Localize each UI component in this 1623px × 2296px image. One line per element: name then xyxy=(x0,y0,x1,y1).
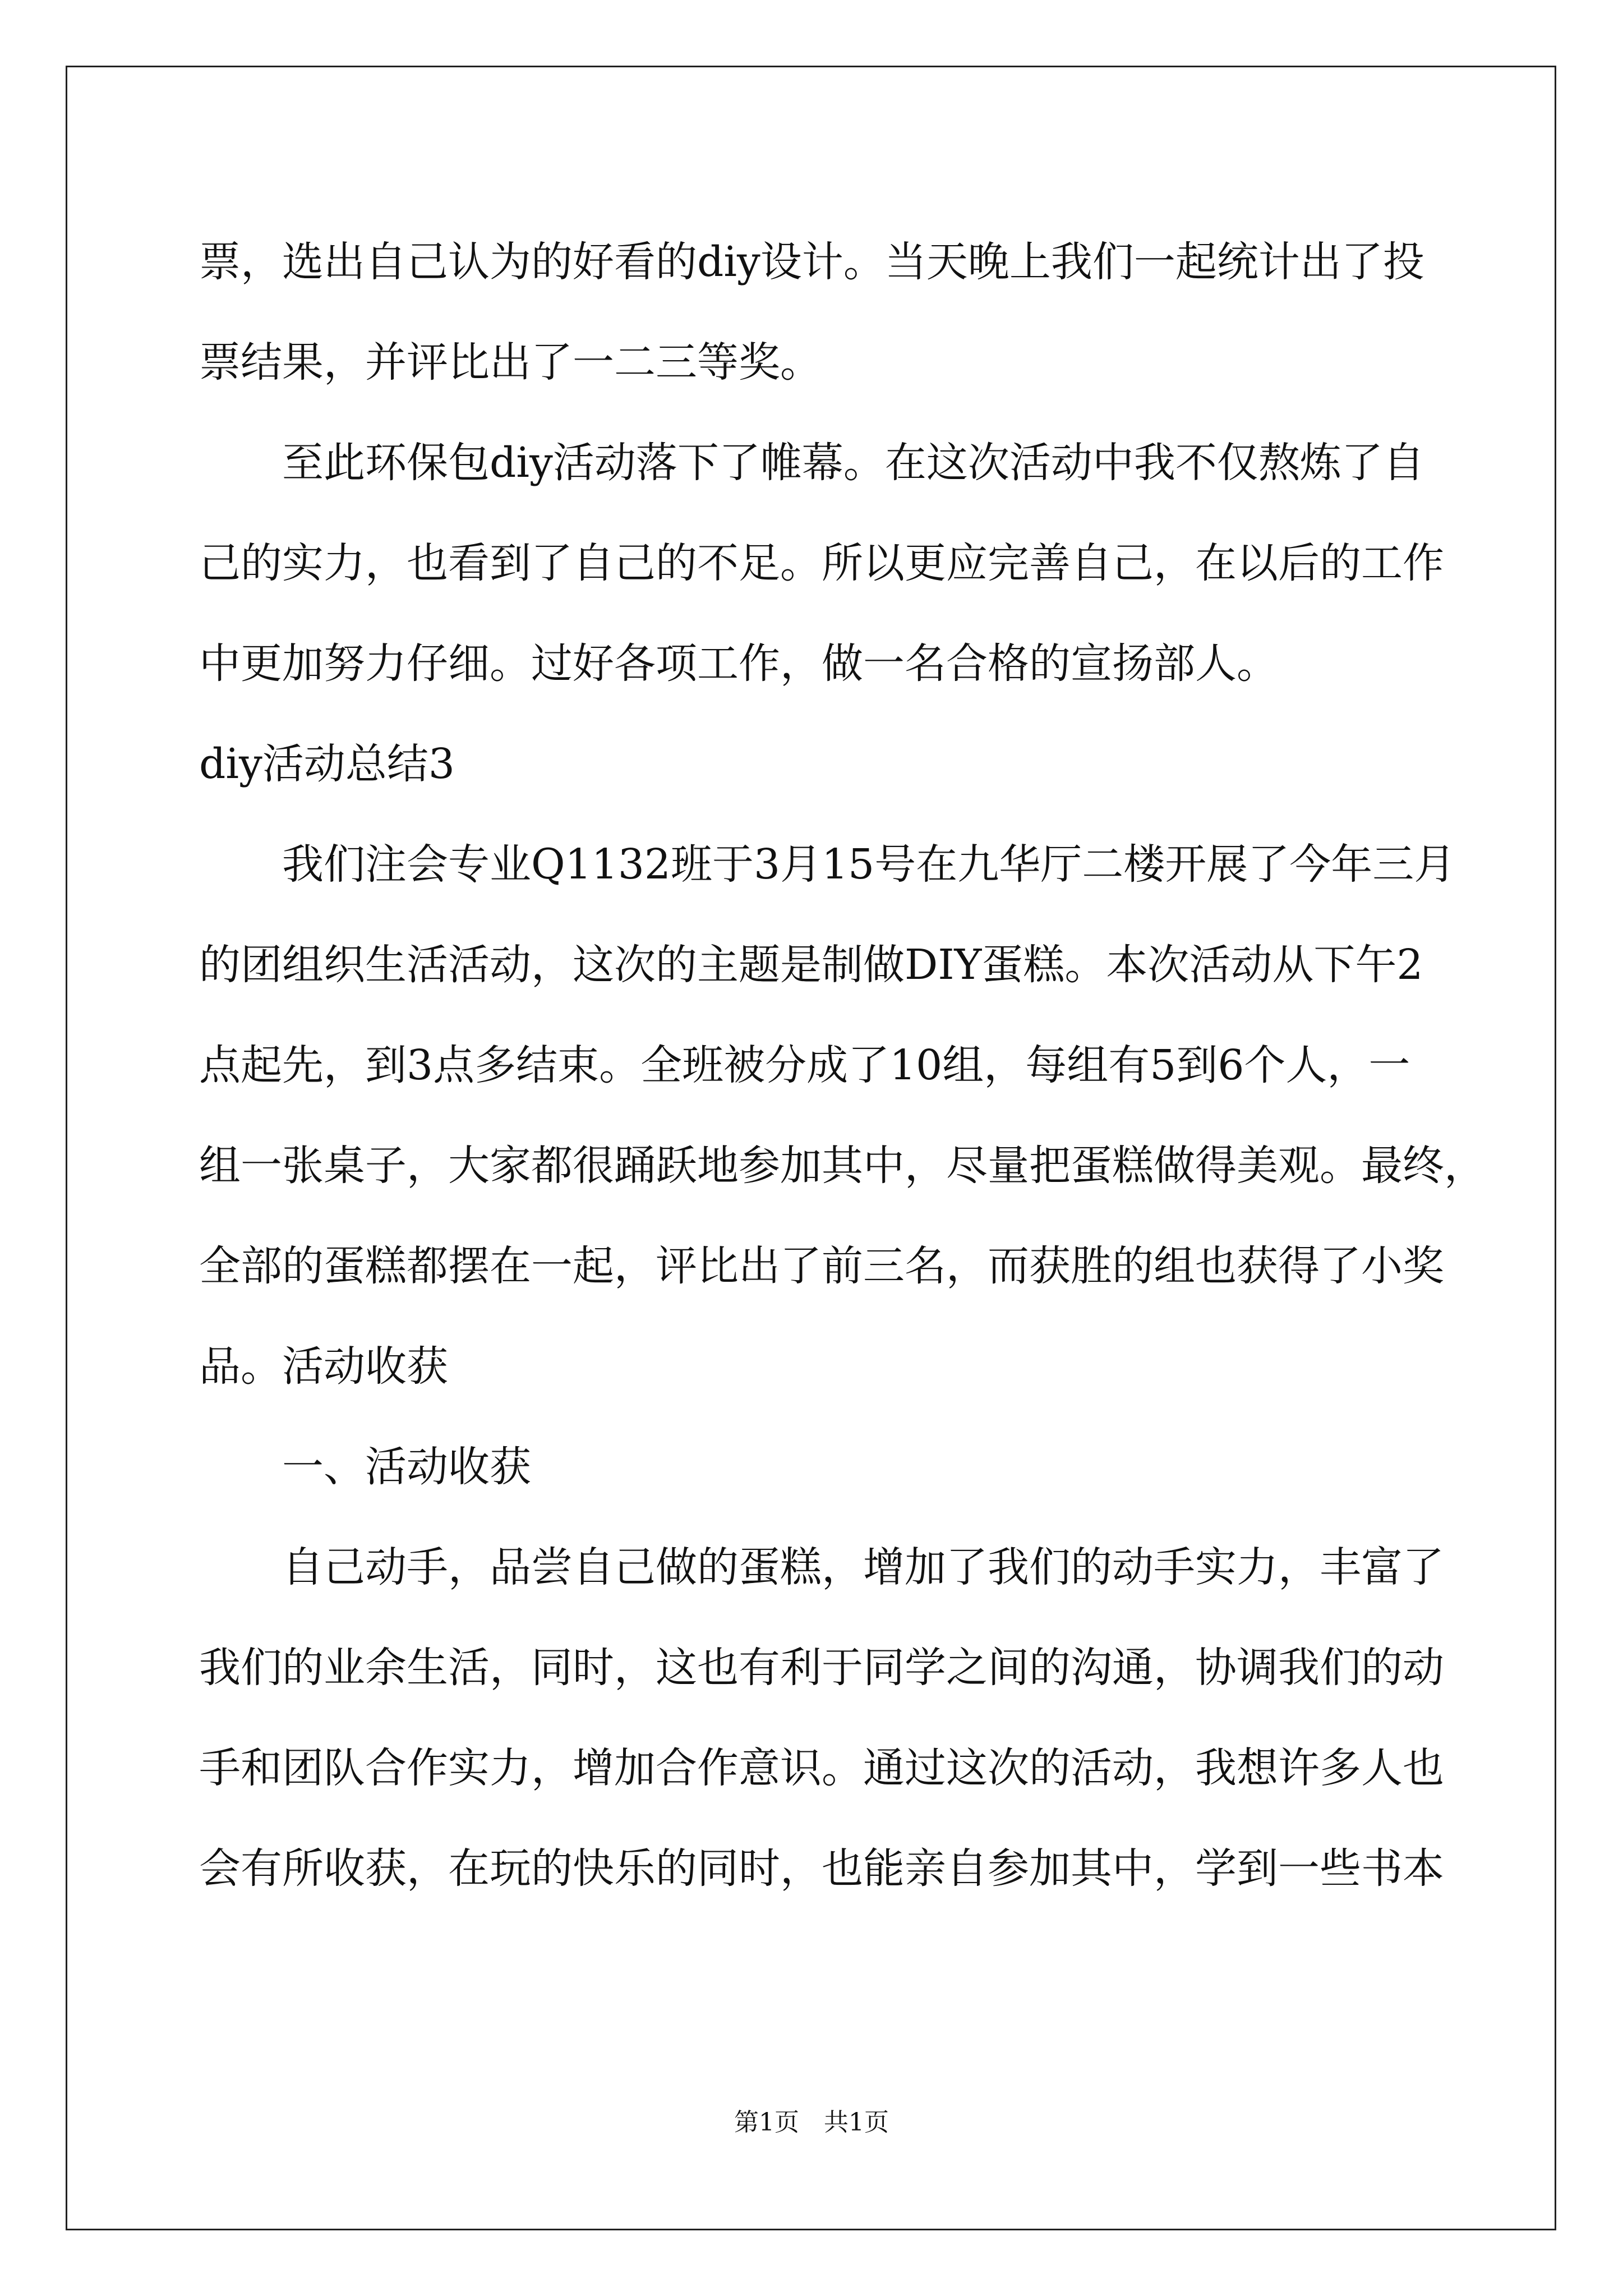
text-line: 点起先，到3点多结束。全班被分成了10组，每组有5到6个人，一 xyxy=(199,1041,1410,1089)
text-line: 我们注会专业Q1132班于3月15号在九华厅二楼开展了今年三月 xyxy=(282,840,1456,889)
subsection-heading: 一、活动收获 xyxy=(282,1443,531,1491)
document-body xyxy=(199,212,1486,1919)
text-line: 的团组织生活活动，这次的主题是制做DIY蛋糕。本次活动从下午2 xyxy=(199,941,1423,989)
text-line: 会有所收获，在玩的快乐的同时，也能亲自参加其中，学到一些书本 xyxy=(199,1844,1444,1893)
text-line: 自己动手，品尝自己做的蛋糕，增加了我们的动手实力，丰富了 xyxy=(282,1543,1444,1591)
text-line: 组一张桌子，大家都很踊跃地参加其中，尽量把蛋糕做得美观。最终， xyxy=(199,1142,1486,1190)
text-line: 品。活动收获 xyxy=(199,1342,448,1391)
text-line: 至此环保包diy活动落下了帷幕。在这次活动中我不仅熬炼了自 xyxy=(282,439,1424,487)
section-heading: diy活动总结3 xyxy=(199,740,455,788)
text-line: 中更加努力仔细。过好各项工作，做一名合格的宣扬部人。 xyxy=(199,639,1278,688)
text-line: 全部的蛋糕都摆在一起，评比出了前三名，而获胜的组也获得了小奖 xyxy=(199,1242,1444,1290)
text-line: 票结果，并评比出了一二三等奖。 xyxy=(199,338,822,386)
text-line: 己的实力，也看到了自己的不足。所以更应完善自己，在以后的工作 xyxy=(199,539,1444,587)
page-number-footer: 第1页 共1页 xyxy=(734,2108,889,2137)
text-line: 手和团队合作实力，增加合作意识。通过这次的活动，我想许多人也 xyxy=(199,1744,1444,1792)
text-line: 我们的业余生活，同时，这也有利于同学之间的沟通，协调我们的动 xyxy=(199,1644,1444,1692)
text-line: 票，选出自己认为的好看的diy设计。当天晚上我们一起统计出了投 xyxy=(199,238,1424,286)
